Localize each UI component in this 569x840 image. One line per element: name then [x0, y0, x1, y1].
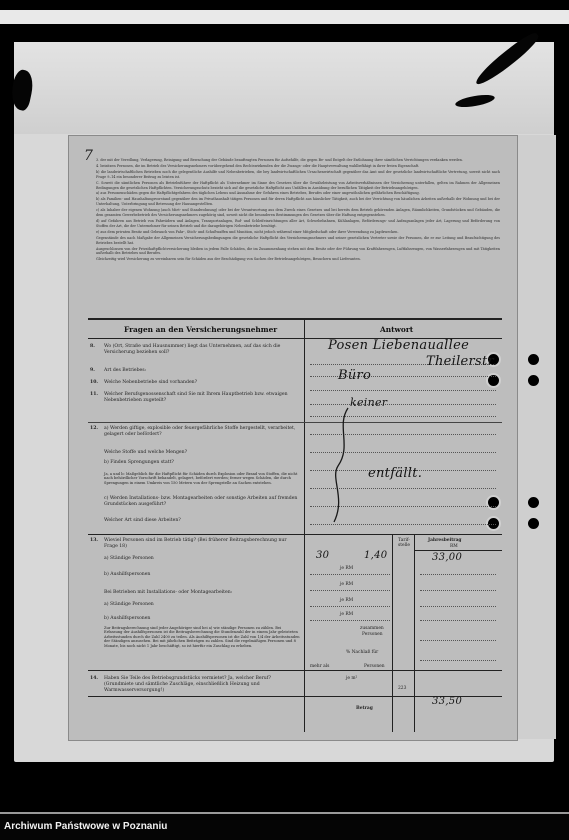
question-text: b) Aushilfspersonen	[104, 572, 151, 577]
question-row	[90, 538, 300, 550]
label-per-m2: je m²	[346, 676, 358, 681]
handwritten-brace	[326, 406, 356, 526]
answer-line	[420, 590, 496, 591]
film-edge-strip	[0, 10, 569, 24]
intro-paragraph: b) als Familien- und Haushaltungsvorstand gegenüber den im Privathaushalt tätigen Personen und für deren Haftpflicht aus häuslicher Tätigkeit, auch bei der Verrichtung von häuslichen Arbeiten außerhalb der Wohnung und bei der Unterhaltung, Unterbringung und Betreuung der Hausangestellten.	[96, 197, 500, 207]
question-text: Welche Stoffe und welche Mengen?	[104, 450, 188, 455]
question-number: 10.	[90, 380, 98, 385]
question-row	[90, 676, 300, 694]
answer-line	[420, 574, 496, 575]
label-together: zusammen	[360, 626, 384, 631]
question-row	[104, 616, 300, 622]
archive-footer	[0, 812, 569, 840]
header-questions: Fragen an den Versicherungsnehmer	[124, 325, 278, 334]
question-row	[104, 556, 300, 562]
handwritten-address-2: Theilerstr.	[426, 354, 498, 369]
question-row	[104, 518, 300, 524]
question-row	[104, 626, 300, 648]
handwritten-permanent-staff: 30	[316, 550, 330, 561]
label-per-rm: je RM	[340, 582, 354, 587]
annual-column-divider	[414, 534, 415, 732]
question-row	[104, 472, 300, 485]
question-row	[90, 426, 300, 438]
question-text: Haben Sie Teile des Betriebsgrundstücks vermietet? Ja, welcher Beruf? (Grundmiete und sämtliche Zuschläge, einschließlich Heizung und Warmwasserversorgung!)	[104, 676, 271, 693]
answer-line	[420, 606, 496, 607]
question-text: Welche Nebenbetriebe sind vorhanden?	[104, 380, 198, 385]
label-per-rm: je RM	[340, 612, 354, 617]
question-text: Zur Beitragsberechnung sind jeder Angehöriger sind bei a) wie ständige Personen zu zählen. Bei Erfassung der Aushilfspersonen ist die Beitragsberechnung die Stundenzahl der in einem Jahr geleisteten Arbeitsstunden durch die Zahl 2400 zu teilen. Als Aushilfspersonen ist die Zahl von 1/4 der Arbeitsstunden der Ständigen anzusehen. Bei mit jährlichen Beiträgen zu zahlen. Sind die regelmäßigen Personen und 8 Monate, bis noch nicht 1 Jahr beschäftigt, so ist hierfür ein Zuschlag zu erheben.	[104, 626, 300, 648]
intro-paragraph: Gegenstände des nach Maßgabe der Allgemeinen Versicherungsbedingungen die gesetzliche Haftpflicht des Versicherungsnehmers und seiner gesetzlichen Vertreter sowie der Personen, die er zur Leitung und Beaufsichtigung des Betriebes bestellt hat.	[96, 235, 500, 245]
question-text: a) Ständige Personen	[104, 602, 154, 607]
label-persons-2: Personen	[364, 664, 385, 669]
question-row	[104, 450, 300, 456]
answer-line	[310, 590, 390, 591]
question-text: b) Aushilfspersonen	[104, 616, 151, 621]
binding-hole	[526, 352, 541, 367]
intro-paragraph: 3. der mit der Veredlung, Verlagerung, Reinigung und Bewachung der Gebäude beauftragten Personen für Aufsehilfe, die gegen Be- und Entgelt der Entlohnung ihrer sämtlichen Verrichtungen verdanken werden.	[96, 158, 463, 162]
question-text: Welcher Berufsgenossenschaft sind Sie mit Ihrem Hauptbetrieb bzw. etwaigen Nebenbetrieben zugeteilt?	[104, 392, 288, 403]
handwritten-explosives: entfällt.	[368, 466, 423, 481]
question-number: 12.	[90, 426, 98, 431]
question-text: Wieviel Personen sind im Betrieb tätig? (Bei früherer Beitragsberechnung nur Frage 18)	[104, 538, 287, 549]
intro-paragraph: C. Soweit die sämtlichen Personen als Betriebsführer der Haftpflicht als Unternehmer im Sinne des Gesetzes über die Gewährleistung von Arbeitsverhältnissen der Versicherung unterfallen, gelten im Rahmen der Allgemeinen Bedingungen die gesetzlichen Haftpflichten. Versicherungsschutz bezieht sich auf die gesetzliche Haftpflicht aus Unfällen in Ausübung der beruflichen Tätigkeit der Betriebsangehörigen.	[96, 180, 500, 190]
label-more-than: mehr als	[310, 664, 330, 669]
question-text: Ja, a und b: Maßgeblich für die Haftpflicht für Schäden durch Explosion oder Brand von Stoffen, die nicht nach behördlicher Vorschrift behandelt, gelagert, befördert werden; ferner wegen Schäden, die durch Sprengungen in einem Umkreis von 150 Metern von der Sprengstelle an Sachen entstehen.	[104, 472, 298, 485]
question-text: a) Werden giftige, explosible oder feuergefährliche Stoffe hergestellt, verarbeitet, gelagert oder befördert?	[104, 426, 296, 437]
row-divider	[88, 534, 502, 535]
intro-paragraph: c) als Inhaber der eigenen Wohnung (auch Miet- und Standwohnung) oder bei der Verantwortung aus dem Zweck eines Gesetzes und bei bereits dem Betrieb gehörenden Anlagen, Räumlichkeiten, Grundstücken und Gebäuden, die dem gesamten Gewerbebetrieb des Versicherungsnehmers zugehörig sind, soweit nicht die besonderen Bestimmungen des Gesetzes über die Haftung entgegenstehen.	[96, 208, 500, 218]
handwritten-subsidiary: keiner	[350, 396, 388, 409]
header-answer: Antwort	[380, 325, 414, 334]
handwritten-contribution: 33,00	[432, 552, 463, 563]
intro-paragraph: Gleichzeitig wird Versicherung zu vereinbaren sein für Schäden aus der Beschädigung von Sachen der Betriebsangehörigen, Besuchern und Lieferanten.	[96, 257, 361, 262]
question-number: 11.	[90, 392, 98, 397]
question-row	[104, 602, 300, 608]
row-divider	[88, 670, 502, 671]
annual-header-rule	[414, 550, 502, 551]
tariff-column-divider	[392, 534, 393, 732]
question-text: c) Werden Installations- bzw. Montagearbeiten oder sonstige Arbeiten auf fremden Grundstücken ausgeführt?	[104, 496, 298, 507]
question-text: Wo (Ort, Straße und Hausnummer) liegt das Unternehmen, auf das sich die Versicherung beziehen soll?	[104, 344, 281, 355]
intro-paragraph: 4. beisitzen Personen, die im Betrieb des Versicherungsnehmers vorübergehend den Rechtswirkenden der die Zwangs- oder die Hauptverwaltung wahlbefähigt in ihrer freien Eigenschaft.	[96, 163, 420, 168]
question-text: a) Ständige Personen	[104, 556, 154, 561]
intro-paragraph: b) die landwirtschaftlichen Betrieben noch die gelegentliche Aushilfe und Nebenbetrieben, die bey landwirtschaftlichen Ursachenwirtschaft gegenüber das Amt und der gesetzliche landwirtschaftliche Vertretung, soweit nicht nach Frage 9–14 ein besonderer Beitrag zu leisten ist.	[96, 169, 500, 179]
row-divider	[88, 422, 502, 423]
answer-line	[310, 404, 496, 405]
binding-hole	[526, 495, 541, 510]
label-per-rm: je RM	[340, 566, 354, 571]
question-number: 14.	[90, 676, 98, 681]
question-row	[104, 590, 300, 596]
answer-line	[310, 606, 390, 607]
answer-line	[420, 640, 496, 641]
intro-paragraph: d) auf Gefahren aus Betrieb von Fahrrädern und Anlagen, Transportanlagen, Ruf- und Schleifeinrichtungen aller Art, Schwebebahnen, Kühlanlagen, Beförderungs- und Aufzugsanlagen jeder Art, Lagerung und Beförderung von Stoffen der Art, die der Unternehmer für seinen Betrieb und die dazugehörigen Nebenbetriebe benötigt.	[96, 218, 500, 228]
label-per-rm: je RM	[340, 598, 354, 603]
intro-text	[96, 158, 500, 263]
intro-paragraph: a) aus Personenschäden gegen die Haftpflichtgefahren des täglichen Lebens und Ausnahme der Gefahren eines Betriebes, Berufes oder einer ungewöhnlichen gefährlichen Beschäftigung.	[96, 191, 420, 196]
archive-name: Archiwum Państwowe w Poznaniu	[4, 821, 168, 832]
handwritten-total: 33,50	[432, 696, 463, 707]
binding-hole	[526, 516, 541, 531]
question-text: Welcher Art sind diese Arbeiten?	[104, 518, 181, 523]
question-row	[104, 496, 300, 508]
page-number: 7	[84, 148, 93, 164]
label-amount: Betrag	[356, 706, 373, 711]
question-row	[90, 344, 300, 356]
footer-rule	[0, 812, 569, 814]
answer-line	[420, 660, 496, 661]
binding-hole	[526, 373, 541, 388]
question-text: b) Finden Sprengungen statt?	[104, 460, 174, 465]
answer-line	[310, 390, 496, 391]
answer-line	[420, 620, 496, 621]
page-edge	[516, 135, 556, 739]
question-number: 9.	[90, 368, 95, 373]
question-table	[88, 318, 502, 732]
question-row	[104, 572, 300, 578]
question-number: 8.	[90, 344, 95, 349]
question-row	[90, 380, 300, 386]
question-row	[90, 368, 300, 374]
question-row	[90, 392, 300, 404]
tariff-header: Tarif-stelle	[397, 538, 411, 548]
tariff-code: 223	[398, 686, 407, 691]
question-row	[104, 460, 300, 466]
intro-paragraph: Ausgeschlossen von der Privathaftpflichtversicherung bleiben in jedem Falle Schäden, die im Zusammenhang stehen mit dem Besitz oder der Führung von Kraftfahrzeugen, Luftfahrzeugen, von Wasserfahrzeugen und mit Tätigkeiten außerhalb des Betriebes und Berufes.	[96, 246, 500, 256]
handwritten-business-type: Büro	[338, 368, 372, 383]
answer-line	[310, 620, 390, 621]
question-text: Art des Betriebes:	[104, 368, 147, 373]
answer-line	[310, 574, 390, 575]
intro-paragraph: e) aus dem privaten Besitz und Gebrauch von Fahr-, Stich- und Schußwaffen und Munition, nicht jedoch während einer Mitgliedschaft oder ihrer Verwendung zu Jagdzwecken.	[96, 229, 399, 234]
currency-header: RM	[450, 544, 458, 549]
handwritten-staff-extra: 1,40	[364, 550, 388, 561]
question-text: Bei Betrieben mit Installations- oder Montagearbeiten:	[104, 590, 233, 595]
question-number: 13.	[90, 538, 98, 543]
handwritten-address-1: Posen Liebenauallee	[328, 338, 470, 353]
label-surcharge: % Nachlaß für	[346, 650, 379, 655]
annual-header: Jahresbeitrag	[428, 538, 462, 543]
label-persons: Personen	[362, 632, 383, 637]
